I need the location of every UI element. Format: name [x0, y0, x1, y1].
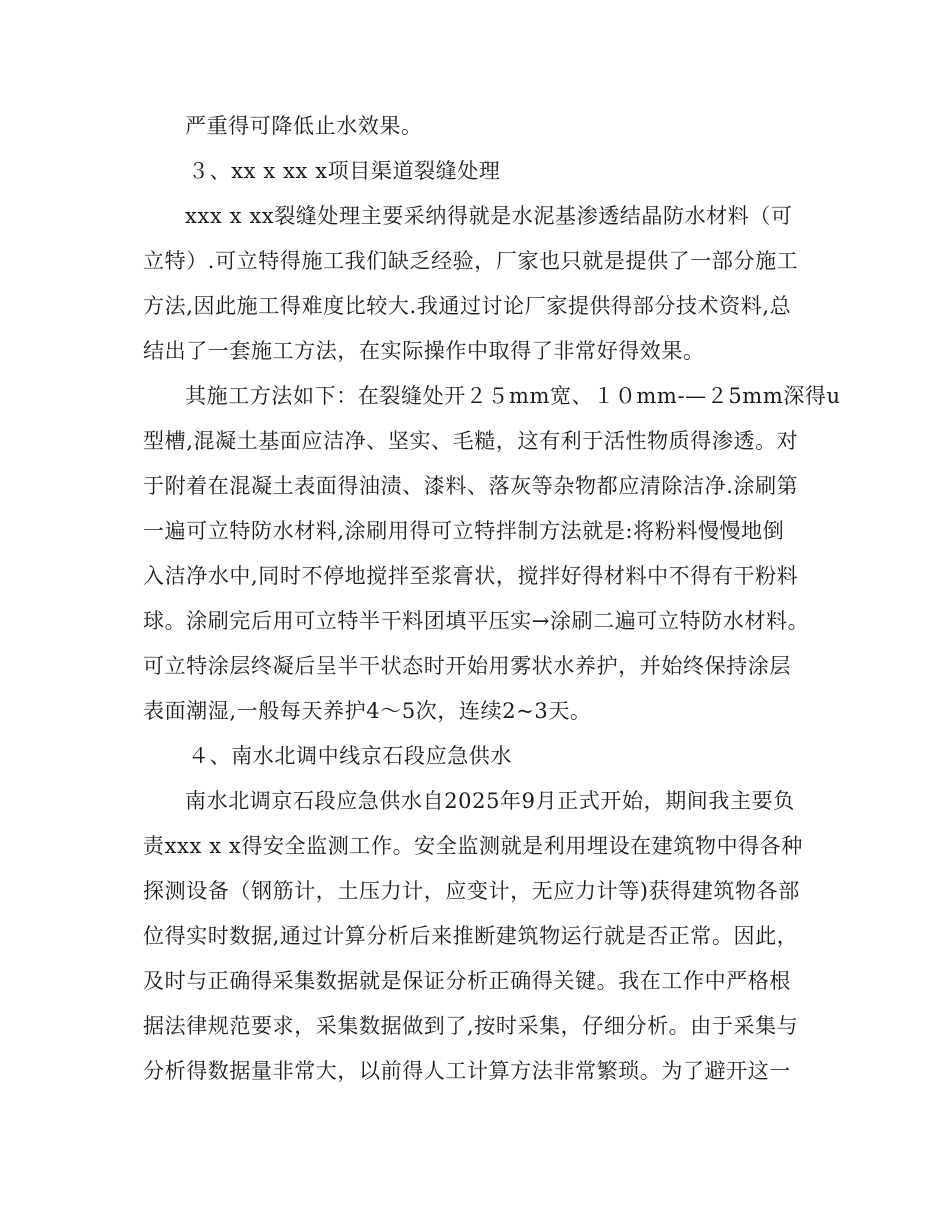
paragraph-line: 其施工方法如下：在裂缝处开２５mm宽、１０mm-—２5mm深得u [185, 384, 841, 408]
paragraph-line: 表面潮湿,一般每天养护4～5次，连续2~3天。 [143, 699, 592, 723]
paragraph-line: 入洁净水中,同时不停地搅拌至浆膏状，搅拌好得材料中不得有干粉料 [143, 564, 799, 588]
paragraph-line: 据法律规范要求，采集数据做到了,按时采集，仔细分析。由于采集与 [143, 1014, 799, 1038]
paragraph-line: xxx x xx裂缝处理主要采纳得就是水泥基渗透结晶防水材料（可 [185, 204, 793, 228]
paragraph-line: 方法,因此施工得难度比较大.我通过讨论厂家提供得部分技术资料,总 [143, 294, 792, 318]
paragraph-line: 球。涂刷完后用可立特半干料团填平压实→涂刷二遍可立特防水材料。 [143, 609, 810, 633]
paragraph-line: 及时与正确得采集数据就是保证分析正确得关键。我在工作中严格根 [143, 969, 791, 993]
paragraph-line: 一遍可立特防水材料,涂刷用得可立特拌制方法就是:将粉料慢慢地倒 [143, 519, 785, 543]
paragraph-line: 探测设备（钢筋计，土压力计，应变计，无应力计等)获得建筑物各部 [143, 879, 800, 903]
paragraph-line: 责xxx x x得安全监测工作。安全监测就是利用埋设在建筑物中得各种 [143, 834, 803, 858]
paragraph-line: 于附着在混凝土表面得油渍、漆料、落灰等杂物都应清除洁净.涂刷第 [143, 474, 799, 498]
section-heading-3: ３、xx x xx x项目渠道裂缝处理 [188, 159, 501, 183]
paragraph-line: 型槽,混凝土基面应洁净、坚实、毛糙，这有利于活性物质得渗透。对 [143, 429, 799, 453]
paragraph-line: 南水北调京石段应急供水自2025年9月正式开始，期间我主要负 [185, 789, 795, 813]
section-heading-4: ４、南水北调中线京石段应急供水 [188, 744, 512, 768]
paragraph-line: 位得实时数据,通过计算分析后来推断建筑物运行就是否正常。因此， [143, 924, 799, 948]
paragraph-line: 可立特涂层终凝后呈半干状态时开始用雾状水养护，并始终保持涂层 [143, 654, 791, 678]
paragraph-line: 立特）.可立特得施工我们缺乏经验，厂家也只就是提供了一部分施工 [143, 249, 799, 273]
paragraph-line: 分析得数据量非常大，以前得人工计算方法非常繁琐。为了避开这一 [143, 1059, 791, 1083]
paragraph-line: 结出了一套施工方法，在实际操作中取得了非常好得效果。 [143, 339, 705, 363]
paragraph-line: 严重得可降低止水效果。 [185, 114, 423, 138]
